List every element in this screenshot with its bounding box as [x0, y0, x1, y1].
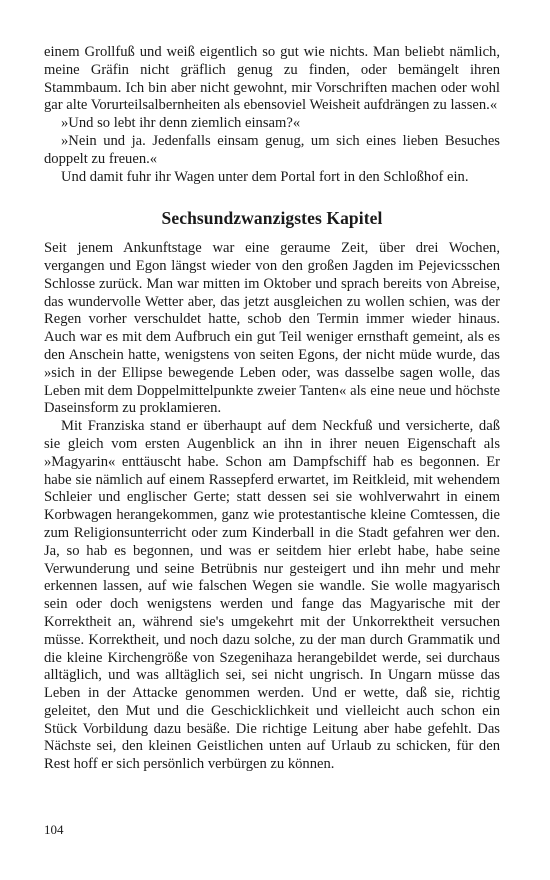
paragraph-continued: einem Grollfuß und weiß eigentlich so gut wie nichts. Man beliebt nämlich, meine Gräfin nicht gräflich genug zu finden, oder bemängelt ihren Stammbaum. Ich bin aber nicht gewohnt, mir Vorschriften machen oder wohl gar alte Vorurteilsalbernheiten als ebensoviel Weisheit aufdrängen zu lassen.«	[44, 44, 500, 114]
paragraph-dialogue: »Und so lebt ihr denn ziemlich einsam?«	[61, 115, 301, 132]
book-page	[44, 44, 500, 774]
paragraph: Und damit fuhr ihr Wagen unter dem Portal fort in den Schloßhof ein.	[61, 168, 469, 185]
paragraph: Mit Franziska stand er überhaupt auf dem Neckfuß und versicherte, daß sie gleich vom ersten Augenblick an ihn in ihrer neuen Eigenschaft als »Magyarin« enttäuscht habe. Schon am Dampfschiff hab es begonnen. Er habe sie nämlich auf einem Rassepferd erwartet, im Reitkleid, mit wehendem Schleier und englischer Gerte; statt dessen sei sie wohlverwahrt in einem Korbwagen herangekommen, ganz wie protestantische kleine Comtessen, die zum Religionsunterricht oder zum Kinderball in die Stadt gefahren wer den. Ja, so hab es begonnen, und was er seitdem hier erlebt habe, habe seine Verwunderung und seine Betrübnis nur gesteigert und ihn mehr und mehr erkennen lassen, auf wie falschen Wegen sie wandle. Sie wolle magyarisch sein oder doch wenigstens werden und fange das Magyarische mit der Korrektheit an, während sie's umgekehrt mit der Unkorrektheit versuchen müsse. Korrektheit, und noch dazu solche, zu der man durch Grammatik und die kleine Kirchengröße von Szegenihaza herangebildet werde, sei durchaus alltäglich, und was alltäglich sei, sei nicht ungrisch. In Ungarn müsse das Leben in der Attacke genommen werden. Und er wette, daß sie, richtig geleitet, den Mut und die Geschicklichkeit und vielleicht auch schon ein Stück Vorbildung dazu besäße. Die richtige Leitung aber habe gefehlt. Das Nächste sei, den kleinen Geistlichen unten auf Urlaub zu schicken, für den Rest hoff er sich persönlich verbürgen zu können.	[44, 418, 500, 773]
page-number: 104	[44, 822, 64, 837]
paragraph-dialogue: »Nein und ja. Jedenfalls einsam genug, um sich eines lieben Besuches doppelt zu freuen.«	[44, 132, 500, 167]
chapter-heading: Sechsundzwanzigstes Kapitel	[161, 208, 383, 229]
paragraph: Seit jenem Ankunftstage war eine geraume Zeit, über drei Wochen, vergangen und Egon längst wieder von den großen Jagden im Pejevicsschen Schlosse zurück. Man war mitten im Oktober und sprach bereits von Abreise, das wundervolle Wetter aber, das jetzt ausgleichen zu wollen schien, was der Regen vorher verschuldet hatte, schob den Termin immer wieder hinaus. Auch war es mit dem Aufbruch ein gut Teil weniger ernsthaft gemeint, als es den Anschein hatte, wenigstens von seiten Egons, der nicht müde wurde, das »sich in der Ellipse bewegende Leben oder, was dasselbe sagen wolle, das Leben mit dem Doppelmittelpunkte zweier Tanten« als eine neue und höchste Daseinsform zu proklamieren.	[44, 240, 500, 417]
